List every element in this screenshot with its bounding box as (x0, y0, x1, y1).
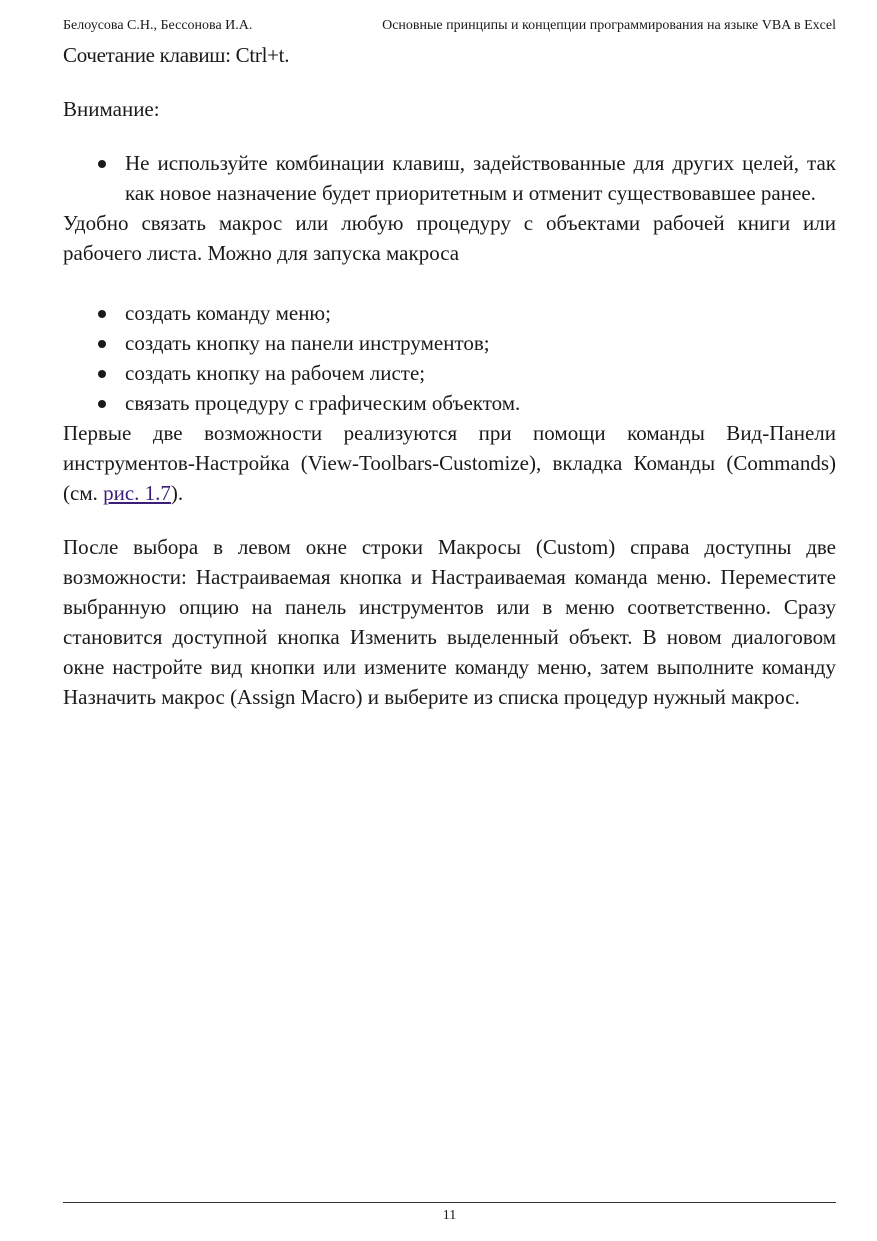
warning-item (63, 148, 836, 208)
paragraph-macros: После выбора в левом окне строки Макросы (Custom) справа доступны две возможности: Настраиваемая кнопка и Настраиваемая команда меню. Переместите выбранную опцию на панель инструментов или в меню соответственно. Сразу становится доступной кнопка Изменить выделенный объект. В новом диалоговом окне настройте вид кнопки или измените команду меню, затем выполните команду Назначить макрос (Assign Macro) и выберите из списка процедур нужный макрос. (63, 535, 836, 709)
paragraph-intro: Удобно связать макрос или любую процедуру с объектами рабочей книги или рабочего листа. Можно для запуска макроса (63, 211, 836, 265)
paragraph-commands (63, 418, 836, 508)
header-authors: Белоусова С.Н., Бессонова И.А. (63, 18, 253, 33)
paragraph-commands-text: Первые две возможности реализуются при помощи команды Вид-Панели инструментов-Настройка (View-Toolbars-Customize), вкладка Команды (Commands) (см. (63, 421, 836, 505)
figure-link[interactable]: рис. 1.7 (103, 481, 171, 505)
page-number: 11 (442, 1208, 457, 1223)
list-item (63, 388, 836, 418)
page-content (63, 40, 836, 712)
header-book-title: Основные принципы и концепции программирования на языке VBA в Excel (382, 18, 836, 33)
warning-list (63, 148, 836, 208)
page-footer (63, 1202, 836, 1223)
bullet-icon (98, 370, 106, 378)
attention-label: Внимание: (63, 97, 160, 121)
shortcut-line: Сочетание клавиш: Ctrl+t. (63, 43, 290, 67)
bullet-icon (98, 160, 106, 168)
warning-text: Не используйте комбинации клавиш, задействованные для других целей, так как новое назначение будет приоритетным и отменит существовавшее ранее. (125, 151, 836, 205)
list-item (63, 328, 836, 358)
paragraph-commands-end: ). (170, 481, 184, 505)
bullet-icon (98, 310, 106, 318)
list-item-text: создать кнопку на панели инструментов; (125, 331, 490, 355)
list-item-text: создать кнопку на рабочем листе; (125, 361, 426, 385)
list-item (63, 358, 836, 388)
list-item-text: связать процедуру с графическим объектом. (125, 391, 521, 415)
list-item (63, 298, 836, 328)
list-item-text: создать команду меню; (125, 301, 331, 325)
bullet-icon (98, 400, 106, 408)
bullet-icon (98, 340, 106, 348)
methods-list (63, 298, 836, 418)
